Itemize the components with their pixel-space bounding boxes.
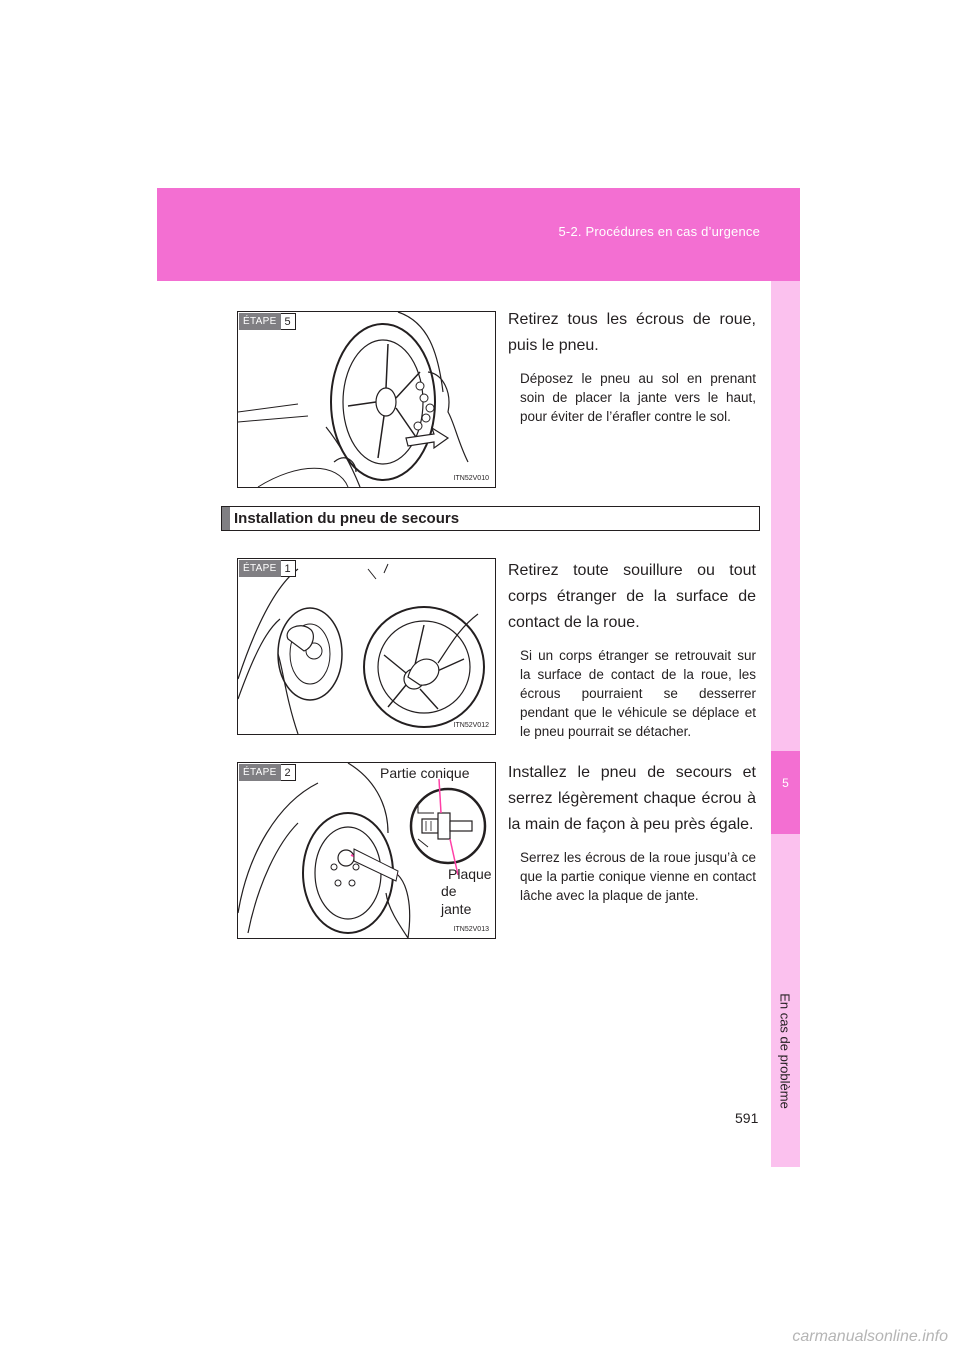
- step-note: Serrez les écrous de la roue jusqu’à ce que la partie conique vienne en contact lâche avec la plaque de jante.: [520, 850, 756, 903]
- etape-badge: [239, 560, 296, 577]
- header-bar: [157, 188, 800, 281]
- callout-wheel-plate-3: jante: [441, 901, 472, 917]
- callout-wheel-plate-2: de: [441, 883, 457, 899]
- step-main-instruction: Retirez tous les écrous de roue, puis le pneu.: [508, 311, 756, 354]
- chapter-label: En cas de problème: [777, 993, 793, 1109]
- etape-badge: [239, 313, 296, 330]
- tire-removal-illustration: [238, 312, 495, 487]
- step-5-text: [508, 307, 756, 426]
- step-2-text: [508, 760, 756, 905]
- etape-label: ÉTAPE: [239, 313, 281, 330]
- step-note: Si un corps étranger se retrouvait sur la surface de contact de la roue, les écrous pourraient se desserrer pendant que le véhicule se déplace et le pneu pourrait se détacher.: [520, 648, 756, 739]
- figure-code: ITN52V012: [453, 722, 489, 729]
- figure-step-2: [237, 762, 496, 939]
- etape-label: ÉTAPE: [239, 764, 281, 781]
- step-1-text: [508, 558, 756, 741]
- etape-label: ÉTAPE: [239, 560, 281, 577]
- figure-step-5: [237, 311, 496, 488]
- section-title-bar: [221, 506, 760, 531]
- chapter-number: 5: [782, 776, 789, 790]
- etape-number: 5: [281, 313, 296, 330]
- chapter-side-tab[interactable]: [771, 281, 800, 1167]
- etape-number: 2: [281, 764, 296, 781]
- figure-code: ITN52V013: [453, 926, 489, 933]
- section-title: Installation du pneu de secours: [234, 510, 460, 527]
- step-note: Déposez le pneu au sol en prenant soin de placer la jante vers le haut, pour éviter de l’érafler contre le sol.: [520, 371, 756, 424]
- figure-step-1: [237, 558, 496, 735]
- step-main-instruction: Installez le pneu de secours et serrez légèrement chaque écrou à la main de façon à peu près égale.: [508, 764, 756, 833]
- watermark: carmanualsonline.info: [792, 1328, 948, 1345]
- section-marker: [222, 507, 230, 530]
- step-main-instruction: Retirez toute souillure ou tout corps étranger de la surface de contact de la roue.: [508, 562, 756, 631]
- etape-number: 1: [281, 560, 296, 577]
- page-number: 591: [735, 1110, 759, 1126]
- callout-conical-part: Partie conique: [380, 765, 470, 781]
- hub-cleaning-illustration: [238, 559, 495, 734]
- chapter-number-box: [771, 751, 800, 834]
- header-section-title: 5-2. Procédures en cas d’urgence: [558, 224, 760, 239]
- figure-code: ITN52V010: [453, 475, 489, 482]
- etape-badge: [239, 764, 296, 781]
- callout-wheel-plate-1: Plaque: [448, 866, 492, 882]
